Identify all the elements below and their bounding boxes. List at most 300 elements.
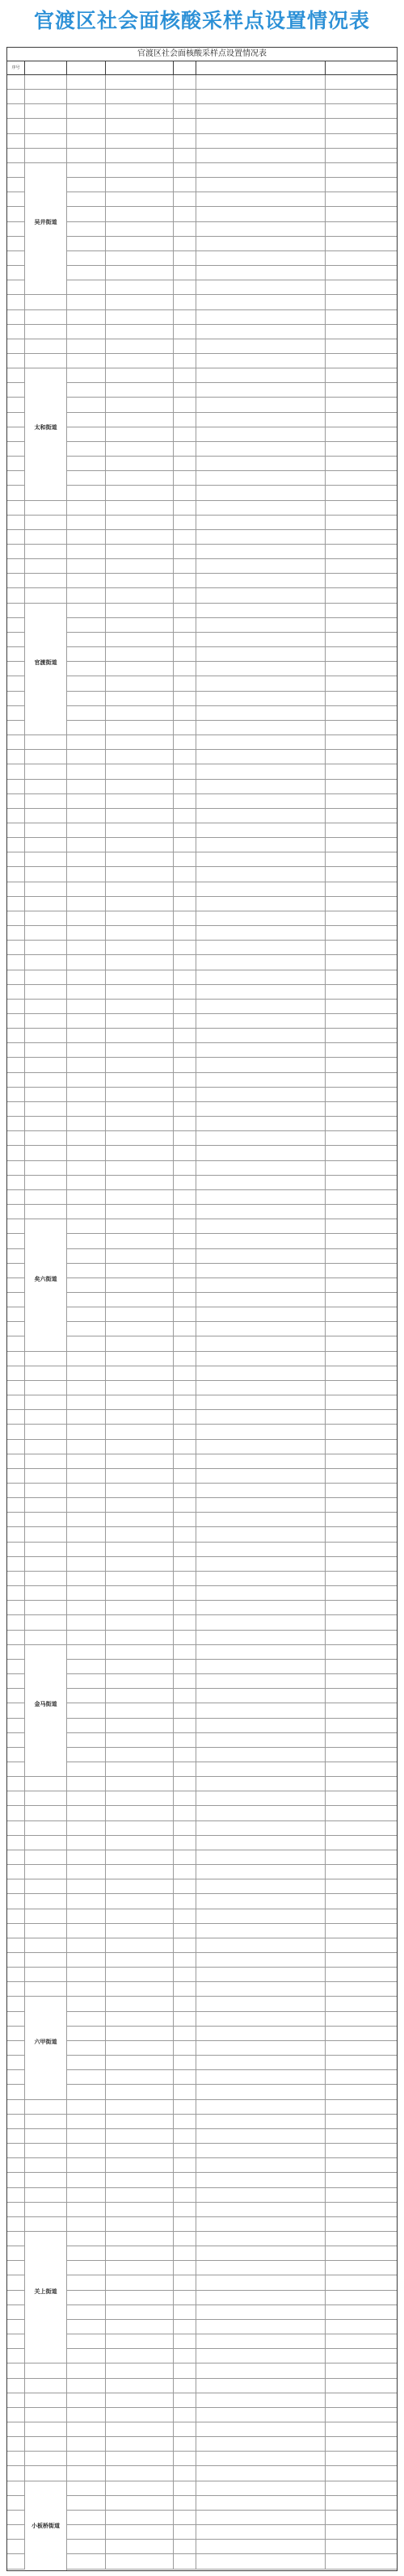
table-row: [7, 2466, 397, 2481]
cell-no: [7, 163, 25, 177]
cell-address: [196, 588, 326, 602]
cell-type: [67, 1791, 106, 1805]
cell-no: [7, 90, 25, 103]
table-row: [7, 75, 397, 90]
cell-address: [196, 471, 326, 485]
cell-point-name: [106, 1000, 174, 1013]
cell-hours: [326, 852, 397, 866]
cell-type: [67, 794, 106, 808]
cell-hours: [326, 2452, 397, 2465]
cell-count: [174, 2144, 196, 2157]
cell-address: [196, 134, 326, 148]
cell-street: [25, 1088, 67, 1101]
cell-hours: [326, 266, 397, 280]
cell-street: [25, 1924, 67, 1938]
cell-no: [7, 1645, 25, 1659]
cell-point-name: [106, 222, 174, 236]
cell-count: [174, 1645, 196, 1659]
cell-address: [196, 1513, 326, 1526]
table-row: [7, 2129, 397, 2144]
cell-address: [196, 1264, 326, 1277]
table-row: [7, 486, 397, 500]
cell-type: [67, 1733, 106, 1747]
cell-street: [25, 1366, 67, 1380]
cell-type: [67, 1938, 106, 1952]
cell-no: [7, 1366, 25, 1380]
cell-count: [174, 882, 196, 896]
cell-address: [196, 2393, 326, 2407]
cell-no: [7, 1322, 25, 1336]
cell-count: [174, 2232, 196, 2246]
cell-point-name: [106, 1645, 174, 1659]
cell-count: [174, 1043, 196, 1057]
cell-count: [174, 1968, 196, 1981]
cell-type: [67, 2085, 106, 2098]
cell-type: [67, 706, 106, 720]
cell-point-name: [106, 383, 174, 397]
cell-count: [174, 1791, 196, 1805]
cell-address: [196, 2349, 326, 2363]
cell-type: [67, 559, 106, 573]
cell-address: [196, 1029, 326, 1042]
street-group-label: 吴井街道: [25, 163, 67, 280]
cell-point-name: [106, 2246, 174, 2260]
cell-no: [7, 457, 25, 470]
cell-count: [174, 149, 196, 162]
cell-no: [7, 1733, 25, 1747]
cell-count: [174, 2100, 196, 2114]
street-group-label: 关上街道: [25, 2233, 67, 2350]
cell-hours: [326, 735, 397, 749]
cell-street: [25, 838, 67, 852]
cell-no: [7, 1440, 25, 1454]
cell-street: [25, 1000, 67, 1013]
cell-hours: [326, 2085, 397, 2098]
cell-type: [67, 280, 106, 294]
cell-hours: [326, 163, 397, 177]
cell-no: [7, 325, 25, 339]
cell-address: [196, 941, 326, 954]
cell-point-name: [106, 2041, 174, 2055]
cell-point-name: [106, 1249, 174, 1263]
cell-hours: [326, 2408, 397, 2422]
cell-address: [196, 192, 326, 206]
cell-hours: [326, 2379, 397, 2393]
cell-count: [174, 1894, 196, 1908]
cell-address: [196, 2041, 326, 2055]
cell-count: [174, 955, 196, 969]
cell-type: [67, 1014, 106, 1028]
cell-no: [7, 2100, 25, 2114]
cell-address: [196, 1352, 326, 1366]
cell-no: [7, 398, 25, 411]
cell-hours: [326, 457, 397, 470]
cell-hours: [326, 1146, 397, 1160]
cell-no: [7, 1615, 25, 1629]
cell-point-name: [106, 2540, 174, 2553]
table-row: [7, 2379, 397, 2393]
cell-address: [196, 1836, 326, 1850]
table-row: [7, 809, 397, 823]
cell-point-name: [106, 2027, 174, 2040]
cell-point-name: [106, 559, 174, 573]
cell-address: [196, 1572, 326, 1585]
cell-no: [7, 2540, 25, 2553]
cell-no: [7, 1543, 25, 1556]
cell-hours: [326, 1586, 397, 1600]
cell-count: [174, 1953, 196, 1967]
cell-street: [25, 574, 67, 587]
cell-point-name: [106, 911, 174, 925]
cell-point-name: [106, 780, 174, 793]
cell-address: [196, 2305, 326, 2319]
cell-address: [196, 559, 326, 573]
cell-hours: [326, 530, 397, 544]
cell-count: [174, 1146, 196, 1160]
cell-count: [174, 368, 196, 382]
cell-no: [7, 104, 25, 118]
header-point-name: [106, 61, 174, 74]
cell-type: [67, 735, 106, 749]
table-row: [7, 1572, 397, 1586]
cell-no: [7, 1660, 25, 1673]
cell-count: [174, 1689, 196, 1703]
cell-address: [196, 2320, 326, 2334]
cell-point-name: [106, 1454, 174, 1468]
cell-point-name: [106, 1953, 174, 1967]
cell-hours: [326, 1850, 397, 1864]
cell-hours: [326, 2261, 397, 2275]
cell-count: [174, 1131, 196, 1145]
cell-point-name: [106, 90, 174, 103]
table-row: [7, 149, 397, 163]
cell-no: [7, 1088, 25, 1101]
cell-point-name: [106, 163, 174, 177]
cell-point-name: [106, 266, 174, 280]
cell-street: [25, 1484, 67, 1497]
cell-type: [67, 1924, 106, 1938]
cell-type: [67, 1395, 106, 1409]
table-row: [7, 1366, 397, 1381]
cell-type: [67, 1161, 106, 1175]
cell-street: [25, 735, 67, 749]
cell-count: [174, 2363, 196, 2377]
cell-type: [67, 2422, 106, 2436]
cell-point-name: [106, 1615, 174, 1629]
cell-address: [196, 2085, 326, 2098]
cell-street: [25, 1058, 67, 1071]
table-row: [7, 325, 397, 339]
cell-point-name: [106, 882, 174, 896]
table-row: [7, 1161, 397, 1176]
cell-point-name: [106, 1997, 174, 2010]
cell-address: [196, 2554, 326, 2568]
cell-point-name: [106, 588, 174, 602]
cell-address: [196, 2437, 326, 2451]
cell-hours: [326, 237, 397, 250]
table-row: [7, 90, 397, 104]
cell-street: [25, 1879, 67, 1893]
cell-point-name: [106, 1381, 174, 1395]
cell-street: [25, 1572, 67, 1585]
cell-hours: [326, 1307, 397, 1321]
cell-no: [7, 1395, 25, 1409]
cell-address: [196, 1953, 326, 1967]
cell-hours: [326, 1293, 397, 1307]
cell-count: [174, 310, 196, 324]
cell-hours: [326, 1953, 397, 1967]
cell-type: [67, 618, 106, 632]
cell-no: [7, 545, 25, 558]
cell-point-name: [106, 1484, 174, 1497]
cell-count: [174, 2466, 196, 2480]
cell-address: [196, 955, 326, 969]
cell-address: [196, 604, 326, 617]
cell-point-name: [106, 2173, 174, 2187]
cell-no: [7, 2525, 25, 2539]
cell-hours: [326, 1924, 397, 1938]
table-row: [7, 1336, 397, 1351]
table-row: [7, 295, 397, 309]
table-row: [7, 1968, 397, 1982]
cell-street: [25, 1440, 67, 1454]
cell-point-name: [106, 1938, 174, 1952]
table-row: [7, 2085, 397, 2099]
cell-address: [196, 119, 326, 133]
cell-no: [7, 1601, 25, 1614]
table-row: [7, 750, 397, 764]
cell-no: [7, 442, 25, 456]
cell-hours: [326, 545, 397, 558]
cell-point-name: [106, 471, 174, 485]
cell-hours: [326, 1102, 397, 1116]
table-row: [7, 2422, 397, 2437]
cell-type: [67, 2012, 106, 2026]
cell-point-name: [106, 618, 174, 632]
cell-point-name: [106, 1146, 174, 1160]
cell-type: [67, 1029, 106, 1042]
cell-point-name: [106, 134, 174, 148]
cell-no: [7, 764, 25, 778]
cell-address: [196, 222, 326, 236]
cell-hours: [326, 1968, 397, 1981]
cell-address: [196, 1014, 326, 1028]
cell-address: [196, 809, 326, 823]
cell-no: [7, 2144, 25, 2157]
cell-type: [67, 2275, 106, 2289]
cell-count: [174, 1219, 196, 1233]
cell-no: [7, 251, 25, 265]
cell-point-name: [106, 413, 174, 427]
cell-type: [67, 1469, 106, 1483]
cell-hours: [326, 486, 397, 499]
cell-count: [174, 1982, 196, 1996]
cell-type: [67, 1674, 106, 1688]
cell-street: [25, 750, 67, 764]
cell-address: [196, 1850, 326, 1864]
cell-point-name: [106, 1631, 174, 1644]
cell-no: [7, 1689, 25, 1703]
cell-point-name: [106, 2158, 174, 2172]
table-row: [7, 1102, 397, 1117]
cell-address: [196, 1102, 326, 1116]
cell-point-name: [106, 2188, 174, 2202]
cell-type: [67, 2144, 106, 2157]
cell-count: [174, 1719, 196, 1732]
cell-hours: [326, 2349, 397, 2363]
table-row: [7, 2100, 397, 2115]
table-row: [7, 588, 397, 603]
cell-street: [25, 764, 67, 778]
cell-count: [174, 442, 196, 456]
cell-count: [174, 222, 196, 236]
cell-count: [174, 852, 196, 866]
cell-address: [196, 735, 326, 749]
table-row: [7, 1440, 397, 1454]
cell-point-name: [106, 192, 174, 206]
cell-address: [196, 178, 326, 192]
cell-count: [174, 251, 196, 265]
cell-count: [174, 1777, 196, 1791]
cell-no: [7, 2129, 25, 2143]
cell-hours: [326, 1058, 397, 1071]
cell-no: [7, 1176, 25, 1189]
cell-type: [67, 809, 106, 823]
cell-type: [67, 222, 106, 236]
table-row: [7, 1029, 397, 1043]
cell-point-name: [106, 2232, 174, 2246]
cell-hours: [326, 1836, 397, 1850]
cell-count: [174, 1410, 196, 1424]
cell-point-name: [106, 794, 174, 808]
cell-type: [67, 1073, 106, 1087]
cell-count: [174, 486, 196, 499]
cell-no: [7, 809, 25, 823]
cell-hours: [326, 1117, 397, 1130]
cell-point-name: [106, 237, 174, 250]
cell-type: [67, 1219, 106, 1233]
cell-street: [25, 2393, 67, 2407]
table-row: [7, 119, 397, 133]
cell-street: [25, 941, 67, 954]
cell-type: [67, 1205, 106, 1219]
cell-count: [174, 1102, 196, 1116]
cell-address: [196, 1894, 326, 1908]
cell-count: [174, 2334, 196, 2348]
cell-street: [25, 486, 67, 499]
cell-type: [67, 119, 106, 133]
cell-hours: [326, 1000, 397, 1013]
cell-count: [174, 1572, 196, 1585]
cell-no: [7, 2379, 25, 2393]
cell-point-name: [106, 2393, 174, 2407]
cell-no: [7, 633, 25, 646]
cell-point-name: [106, 1425, 174, 1438]
street-group-label: 小板桥街道: [25, 2482, 67, 2570]
cell-hours: [326, 339, 397, 353]
cell-count: [174, 2070, 196, 2084]
cell-count: [174, 1762, 196, 1776]
cell-count: [174, 1674, 196, 1688]
cell-count: [174, 1440, 196, 1454]
cell-point-name: [106, 1205, 174, 1219]
cell-street: [25, 1176, 67, 1189]
cell-no: [7, 1352, 25, 1366]
cell-count: [174, 1806, 196, 1820]
cell-address: [196, 1484, 326, 1497]
cell-hours: [326, 325, 397, 339]
cell-point-name: [106, 368, 174, 382]
table-row: [7, 1953, 397, 1968]
cell-count: [174, 1264, 196, 1277]
cell-address: [196, 2027, 326, 2040]
cell-street: [25, 2144, 67, 2157]
cell-address: [196, 1689, 326, 1703]
cell-hours: [326, 1791, 397, 1805]
cell-count: [174, 1278, 196, 1292]
cell-street: [25, 1806, 67, 1820]
cell-count: [174, 2540, 196, 2553]
cell-point-name: [106, 838, 174, 852]
cell-street: [25, 530, 67, 544]
cell-type: [67, 1997, 106, 2010]
cell-point-name: [106, 1601, 174, 1614]
cell-count: [174, 413, 196, 427]
cell-point-name: [106, 2408, 174, 2422]
table-row: [7, 1806, 397, 1820]
cell-street: [25, 1968, 67, 1981]
cell-type: [67, 1615, 106, 1629]
table-row: [7, 735, 397, 750]
cell-point-name: [106, 1572, 174, 1585]
table-row: [7, 882, 397, 897]
cell-point-name: [106, 1924, 174, 1938]
cell-count: [174, 647, 196, 661]
cell-count: [174, 559, 196, 573]
cell-count: [174, 1073, 196, 1087]
table-row: [7, 2393, 397, 2408]
cell-hours: [326, 134, 397, 148]
cell-point-name: [106, 178, 174, 192]
cell-count: [174, 1190, 196, 1204]
cell-hours: [326, 1440, 397, 1454]
cell-hours: [326, 941, 397, 954]
cell-no: [7, 1909, 25, 1923]
cell-no: [7, 604, 25, 617]
cell-type: [67, 1982, 106, 1996]
cell-street: [25, 339, 67, 353]
cell-point-name: [106, 647, 174, 661]
cell-address: [196, 1425, 326, 1438]
cell-point-name: [106, 2100, 174, 2114]
table-row: [7, 2144, 397, 2158]
cell-hours: [326, 501, 397, 515]
cell-count: [174, 2056, 196, 2069]
cell-hours: [326, 882, 397, 896]
cell-type: [67, 2540, 106, 2553]
cell-type: [67, 1806, 106, 1820]
cell-street: [25, 545, 67, 558]
cell-hours: [326, 1161, 397, 1175]
cell-address: [196, 970, 326, 984]
cell-no: [7, 1513, 25, 1526]
cell-hours: [326, 1073, 397, 1087]
cell-address: [196, 486, 326, 499]
table-row: [7, 985, 397, 1000]
cell-type: [67, 1631, 106, 1644]
cell-count: [174, 780, 196, 793]
cell-hours: [326, 354, 397, 368]
